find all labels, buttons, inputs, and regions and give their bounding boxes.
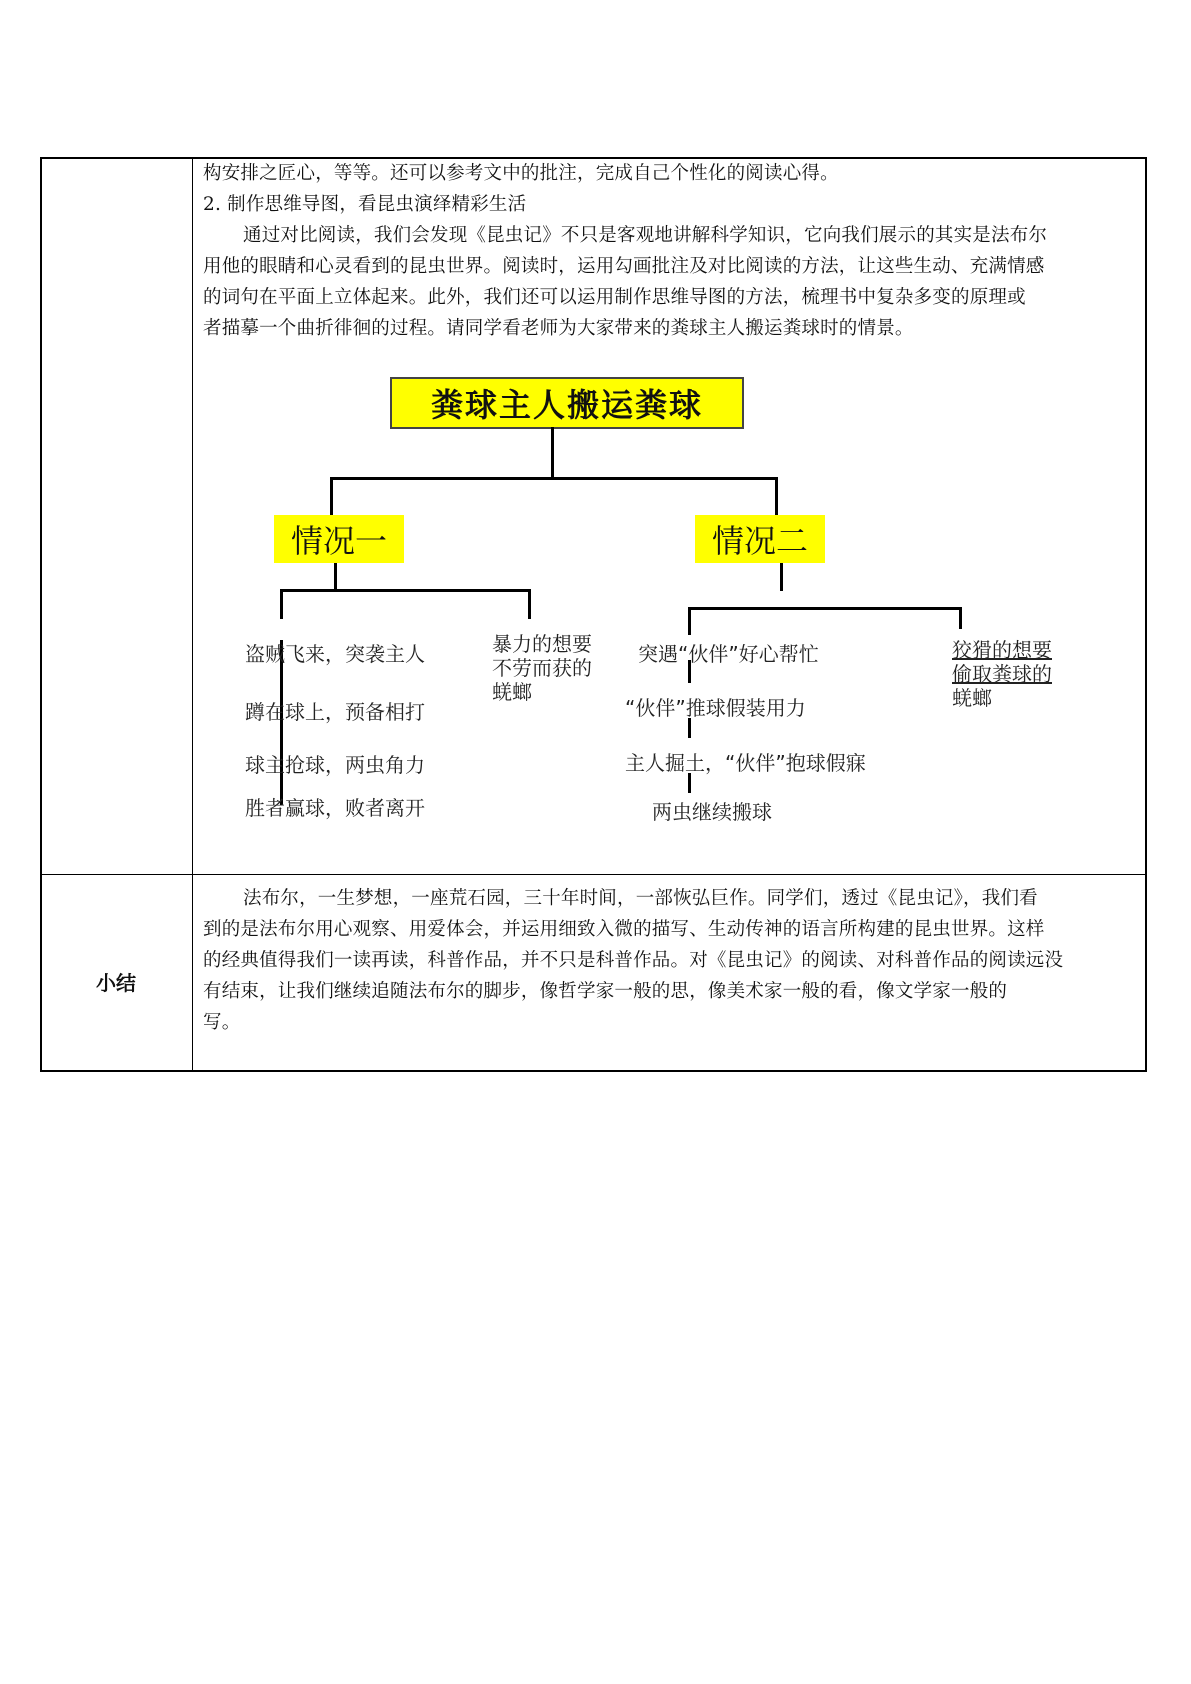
- mind-map-title: 粪球主人搬运粪球: [390, 377, 744, 429]
- case1-mantis-line: 不劳而获的: [492, 656, 592, 680]
- row1-line: 的词句在平面上立体起来。此外，我们还可以运用制作思维导图的方法，梳理书中复杂多变的原理或: [203, 287, 1026, 308]
- row1-line: 者描摹一个曲折徘徊的过程。请同学看老师为大家带来的粪球主人搬运粪球时的情景。: [203, 318, 914, 339]
- connector-line: [688, 607, 691, 635]
- case1-mantis-line: 暴力的想要: [492, 632, 592, 656]
- row2-line: 写。: [203, 1012, 241, 1033]
- connector-line: [959, 607, 962, 629]
- connector-line: [280, 589, 531, 592]
- case1-mantis: [492, 632, 592, 704]
- connector-line: [334, 563, 337, 591]
- connector-line: [551, 427, 554, 479]
- case2-step: 突遇“伙伴”好心帮忙: [638, 642, 819, 666]
- connector-line: [330, 477, 778, 480]
- row1-line: 用他的眼睛和心灵看到的昆虫世界。阅读时，运用勾画批注及对比阅读的方法，让这些生动、充满情感: [203, 256, 1045, 277]
- case1-step: 蹲在球上，预备相打: [245, 700, 425, 724]
- table-row-divider: [40, 874, 1147, 875]
- case2-step: “伙伴”推球假装用力: [625, 696, 806, 720]
- table-bottom-border: [40, 1070, 1147, 1072]
- row2-content: [203, 883, 1138, 1038]
- row1-line: 构安排之匠心，等等。还可以参考文中的批注，完成自己个性化的阅读心得。: [203, 163, 839, 184]
- case1-step: 球主抢球，两虫角力: [245, 753, 425, 777]
- table-column-divider: [192, 157, 193, 1072]
- row1-heading: 2. 制作思维导图，看昆虫演绎精彩生活: [203, 194, 527, 215]
- row1-line: 通过对比阅读，我们会发现《昆虫记》不只是客观地讲解科学知识，它向我们展示的其实是法布尔: [243, 225, 1048, 246]
- row2-line: 法布尔，一生梦想，一座荒石园，三十年时间，一部恢弘巨作。同学们，透过《昆虫记》，我们看: [243, 888, 1038, 909]
- row2-line: 的经典值得我们一读再读，科普作品，并不只是科普作品。对《昆虫记》的阅读、对科普作品的阅读远没: [203, 950, 1064, 971]
- case1-step: 盗贼飞来，突袭主人: [245, 642, 425, 666]
- connector-line: [528, 589, 531, 619]
- connector-line: [780, 563, 783, 591]
- case2-mantis: [952, 638, 1052, 710]
- connector-line: [688, 607, 962, 610]
- summary-label: 小结: [96, 971, 136, 995]
- case-one-box: 情况一: [274, 515, 404, 563]
- case2-step: 两虫继续搬球: [652, 800, 772, 824]
- connector-line: [775, 477, 778, 517]
- case2-mantis-line: 狡猾的想要: [952, 638, 1052, 662]
- row1-content: [203, 158, 1138, 344]
- row2-line: 有结束，让我们继续追随法布尔的脚步，像哲学家一般的思，像美术家一般的看，像文学家一般的: [203, 981, 1008, 1002]
- mind-map: [200, 370, 1052, 840]
- case2-mantis-line: 蜣螂: [952, 686, 992, 710]
- connector-line: [280, 589, 283, 619]
- case1-mantis-line: 蜣螂: [492, 680, 532, 704]
- case2-step: 主人掘土，“伙伴”抱球假寐: [625, 751, 866, 775]
- connector-line: [688, 773, 691, 793]
- case2-mantis-line: 偷取粪球的: [952, 662, 1052, 686]
- row2-line: 到的是法布尔用心观察、用爱体会，并运用细致入微的描写、生动传神的语言所构建的昆虫世界。这样: [203, 919, 1045, 940]
- connector-line: [688, 718, 691, 738]
- case1-step: 胜者赢球，败者离开: [245, 796, 425, 820]
- table-left-border: [40, 157, 42, 1072]
- table-right-border: [1145, 157, 1147, 1072]
- connector-line: [330, 477, 333, 517]
- case-two-box: 情况二: [695, 515, 825, 563]
